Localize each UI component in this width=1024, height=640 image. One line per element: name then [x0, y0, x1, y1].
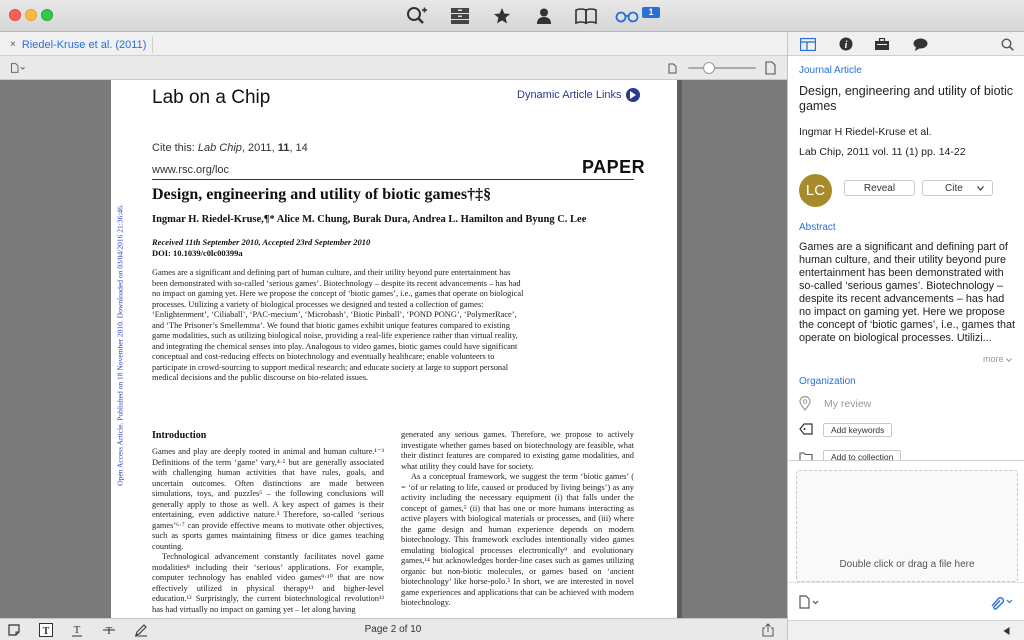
organization-label: Organization [799, 376, 856, 387]
file-drop-zone[interactable] [796, 470, 1018, 582]
close-window-button[interactable] [9, 9, 21, 21]
large-page-icon [762, 60, 778, 76]
paper-label: PAPER [582, 157, 646, 177]
document-tab[interactable] [6, 36, 153, 53]
inspector-title[interactable]: Design, engineering and utility of biotic games [799, 84, 1014, 113]
article-abstract: Games are a significant and defining part of human culture, and their utility beyond pure entertainment has been demonstrated with so-called ‘serious games’. Biotechnology – despite its recent advancements – has had no impact on gaming yet. Here we propose the concept of ‘biotic games’, i.e., games that operate on biological processes. Utilizing a variety of biological processes we designed and tested a collection of games: ‘Enlightenment’, ‘Ciliaball’, ‘PAC-mecium’, ‘Microbash’, ‘Biotic Pinball’, ‘POND PONG’, ‘PolymerRace’, and ‘The Prisoner’s Smellemma’. We found that biotic games exhibit unique features compared to existing game modalities, such as utilizing biological noise, providing a real-life experience rather than virtual reality, and integrating the chemical senses into play. Analogous to video games, biotic games could have significant conceptual and cost-reducing effects on biotechnology and eventually healthcare; enable volunteers to participate in crowd-sourcing to support medical research; and educate society at large to support personal medical decisions and the public discourse on bio-related issues. [152, 268, 524, 382]
cite-line: Cite this: Lab Chip, 2011, 11, 14 [152, 142, 308, 154]
chevron-down-icon [977, 186, 984, 191]
strikethrough-icon[interactable] [101, 622, 117, 638]
my-review-label: My review [824, 397, 872, 410]
received-dates: Received 11th September 2010, Accepted 23rd September 2010 [152, 237, 371, 247]
intro-paragraph: generated any serious games. Therefore, we propose to actively investigate whether games based on biotechnology are feasible, what their distinct features are compared to existing game modalities, and what utility they could have for society. [401, 430, 634, 471]
doi: DOI: 10.1039/c0lc00399a [152, 248, 243, 258]
svg-text:i: i [844, 40, 848, 51]
star-icon[interactable] [489, 5, 515, 27]
reading-count-badge: 1 [642, 7, 660, 18]
inspector-tabs [788, 32, 1024, 56]
inspector-content[interactable] [788, 56, 1024, 460]
abstract-label: Abstract [799, 222, 836, 233]
header-rule [152, 179, 634, 180]
person-icon[interactable] [531, 5, 557, 27]
inspector-divider [788, 460, 1024, 461]
article-title: Design, engineering and utility of biotic games†‡§ [152, 186, 492, 203]
inspector-panel [787, 32, 1024, 640]
more-link-label: more [983, 354, 1004, 364]
comment-icon[interactable] [911, 36, 929, 52]
journal-name: Lab on a Chip [152, 87, 271, 108]
document-tab-label: Riedel-Kruse et al. (2011) [21, 38, 147, 51]
tag-icon [799, 423, 813, 435]
share-icon[interactable] [760, 622, 776, 638]
intro-right-column [401, 430, 634, 618]
minimize-window-button[interactable] [25, 9, 37, 21]
info-icon[interactable] [837, 36, 855, 52]
chevron-down-icon [1006, 358, 1012, 362]
tab-info-layout[interactable] [799, 36, 817, 52]
svg-text:T: T [105, 625, 113, 637]
location-pin-icon [799, 396, 811, 411]
zoom-slider-knob[interactable] [703, 62, 715, 74]
intro-paragraph: As a conceptual framework, we suggest the term ‘biotic games’ ( = ‘of or relating to life, caused or produced by living beings’) as any activity including the necessary equipment (i) that falls under the concept of games,⁵ (ii) that has one or more humans interacting as active players with biological materials or processes, and (iii) where the game design and human experience depends on modern biotechnology. This framework excludes intentionally video games emulating biological processes electronically⁹ and evolutionary games,¹⁴ but acknowledges border-line cases such as games utilizing organic but non-biotic molecules, or games based on ‘ancient biotechnology’ like horse-polo.⁵ In short, we are interested in novel game experiences and applications that can be achieved with modern biotechnology. [401, 472, 634, 607]
journal-url: www.rsc.org/loc [152, 164, 230, 176]
publication-type: Journal Article [799, 65, 862, 76]
my-review-row[interactable] [799, 396, 871, 411]
intro-left-column [152, 447, 384, 618]
cite-button-label: Cite [945, 182, 963, 194]
page-count: Page 2 of 10 [364, 624, 422, 635]
collapse-arrow-icon[interactable] [1003, 627, 1010, 635]
article-authors: Ingmar H. Riedel-Kruse,¶* Alice M. Chung, Burak Dura, Andrea L. Hamilton and Byung C. Lee [152, 214, 587, 225]
new-document-icon[interactable] [798, 595, 820, 609]
text-box-icon[interactable] [38, 622, 54, 638]
search-plus-icon[interactable] [404, 5, 430, 27]
cite-button[interactable] [922, 180, 993, 196]
paperclip-icon[interactable] [988, 594, 1014, 610]
open-access-note: Open Access Article. Published on 18 November 2010. Downloaded on 03/04/2016 21:36:46. [115, 204, 125, 486]
svg-text:T: T [73, 624, 81, 636]
reveal-button[interactable]: Reveal [844, 180, 915, 196]
tab-bar [0, 32, 787, 56]
intro-paragraph: Games and play are deeply rooted in animal and human culture.¹⁻³ Definitions of the term ‘game’ vary,⁴·⁵ but are generally associated with challenging human activities that have rules, goals, and uncertain outcomes. Often distinctions are made between simulations, toys, and puzzles⁵ – the following conclusions will generally apply to those as well. A key aspect of games is their entertaining, even addictive nature.³ Therefore, so-called ‘serious games’⁶·⁷ can provide effective means to motivate other objectives, such as sports games maintaining fitness or dice games teaching counting. [152, 447, 384, 551]
dynamic-article-links-label: Dynamic Article Links [517, 89, 622, 101]
search-icon[interactable] [998, 36, 1016, 52]
zoom-window-button[interactable] [41, 9, 53, 21]
toolbox-icon[interactable] [873, 36, 891, 52]
more-link[interactable] [983, 354, 1012, 364]
status-bar [0, 618, 787, 640]
inspector-footer [788, 620, 1024, 640]
pdf-toolbar [0, 56, 787, 80]
svg-text:T: T [42, 626, 50, 637]
glasses-icon[interactable] [614, 5, 640, 27]
add-to-collection-button[interactable]: Add to collection [823, 450, 901, 460]
play-arrow-icon [626, 88, 640, 102]
close-tab-icon[interactable]: × [10, 39, 16, 50]
attachment-bar [788, 582, 1024, 620]
folder-icon [799, 451, 813, 460]
zoom-slider-track[interactable] [688, 67, 756, 69]
inspector-journal[interactable]: Lab Chip, 2011 vol. 11 (1) pp. 14-22 [799, 146, 966, 158]
note-icon[interactable] [6, 622, 22, 638]
small-page-icon [664, 60, 680, 76]
page-shadow [677, 80, 682, 618]
journal-avatar: LC [799, 174, 832, 207]
book-icon[interactable] [573, 5, 599, 27]
document-menu-icon[interactable] [10, 60, 26, 76]
underline-text-icon[interactable] [69, 622, 85, 638]
title-bar [0, 0, 1024, 32]
dynamic-article-links[interactable] [517, 88, 640, 102]
drop-zone-label: Double click or drag a file here [839, 559, 975, 570]
inspector-abstract[interactable]: Games are a significant and defining part of human culture, and their utility beyond pure entertainment has been demonstrated with so-called ‘serious games’. Biotechnology – despite its recent advancements – has had no impact on gaming yet. Here we propose the concept of ‘biotic games’, i.e., games that operate on biological processes. Utilizi... [799, 241, 1016, 344]
introduction-heading: Introduction [152, 430, 207, 441]
intro-paragraph: Technological advancement constantly facilitates novel game modalities⁸ including their ‘serious’ applications. For example, computer technology has enabled video games⁹·¹⁰ that are now effectively utilized in physical therapy¹¹ and higher-level education.¹² Surprisingly, the current biotechnological revolution¹³ has had virtually no impact on gaming yet – let along having [152, 552, 384, 614]
inspector-author[interactable]: Ingmar H Riedel-Kruse et al. [799, 126, 932, 138]
add-keywords-button[interactable]: Add keywords [823, 423, 892, 437]
library-icon[interactable] [447, 5, 473, 27]
pen-icon[interactable] [133, 622, 149, 638]
